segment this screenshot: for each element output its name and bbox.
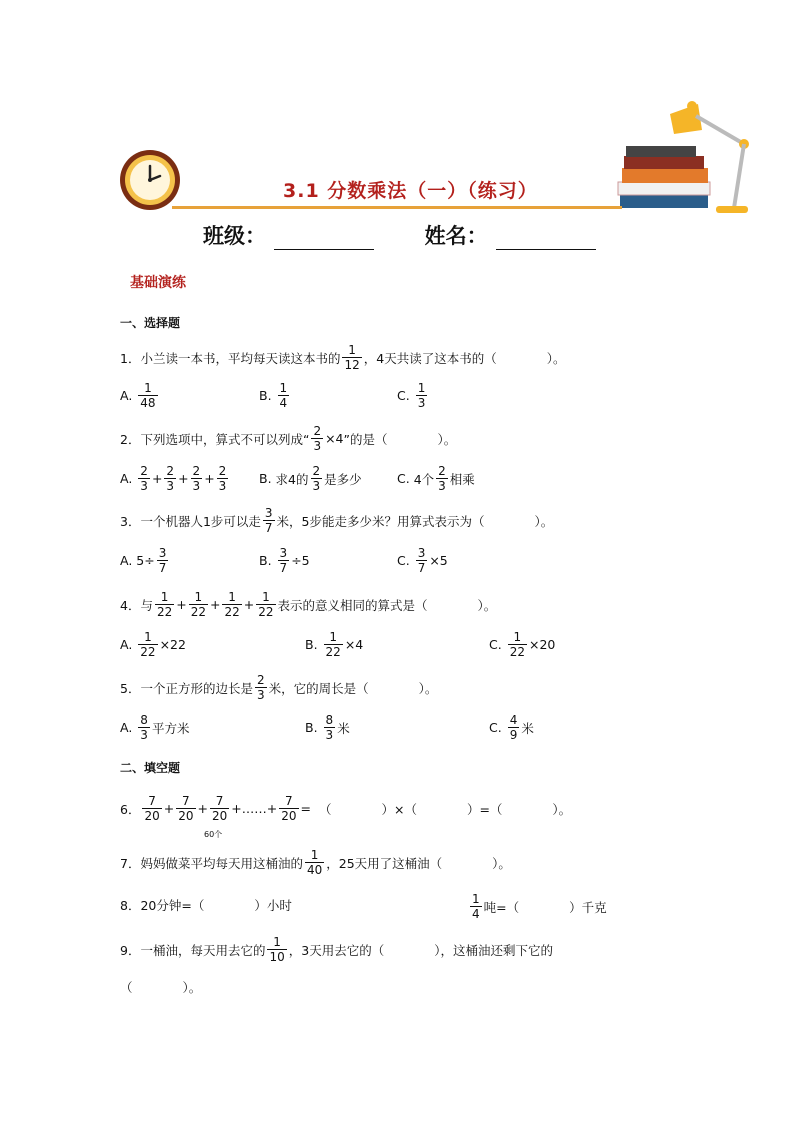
q5-fraction: $\frac{2}{3}$	[256, 673, 265, 702]
q2-text: 2．下列选项中，算式不可以列成“	[120, 431, 310, 447]
q3-text: 3．一个机器人1步可以走	[120, 513, 261, 529]
question-1	[120, 343, 565, 372]
q6-count-note: 60个	[204, 830, 223, 839]
q7-answer-blank[interactable]: ，25天用了这桶油（ ）。	[326, 855, 511, 871]
name-label: 姓名：	[424, 224, 488, 248]
q1-text: 1．小兰读一本书，平均每天读这本书的	[120, 350, 341, 366]
question-8	[120, 896, 292, 914]
q9-answer-blank[interactable]: ，3天用去它的（ ），这桶油还剩下它的	[288, 942, 553, 958]
books-and-lamp-illustration	[612, 96, 758, 220]
q2-text-end: ”的是（ ）。	[343, 431, 457, 447]
question-3	[120, 506, 553, 535]
question-8-right[interactable]: $\frac{1}{4}$ 吨=（ ）千克	[472, 892, 607, 921]
q3-option-a[interactable]: A. 5÷ $\frac{3}{7}$	[120, 546, 167, 575]
q6-answer-blanks[interactable]: （ ）×（ ）=（ ）。	[318, 801, 572, 817]
q5-text-end: 米，它的周长是（ ）。	[268, 680, 438, 696]
q5-text: 5．一个正方形的边长是	[120, 680, 253, 696]
question-7: 7．妈妈做菜平均每天用这桶油的 $\frac{1}{40}$ ，25天用了这桶油（ ）。	[120, 848, 511, 877]
question-9: 9．一桶油，每天用去它的 $\frac{1}{10}$ ，3天用去它的（ ），这桶油还剩下它的	[120, 935, 553, 964]
title-underline	[172, 206, 622, 209]
q1-text-end: ，4天共读了这本书的（ ）。	[363, 350, 566, 366]
q5-option-a[interactable]: A. $\frac{8}{3}$ 平方米	[120, 713, 190, 742]
part-heading-fill: 二、填空题	[120, 761, 181, 775]
q3-text-end: 米，5步能走多少米？用算式表示为（ ）。	[276, 513, 554, 529]
question-9-line2[interactable]: （ ）。	[120, 980, 202, 995]
student-info	[203, 220, 596, 250]
question-5	[120, 673, 437, 702]
q5-option-b[interactable]: B. $\frac{8}{3}$ 米	[305, 713, 350, 742]
q2-option-a[interactable]: A. $\frac{2}{3}$ + $\frac{2}{3}$ + $\frac{2}{3}$ + $\frac{2}{3}$	[120, 464, 227, 493]
section-title: 基础演练	[130, 275, 186, 291]
name-blank[interactable]	[496, 231, 596, 250]
q4-option-b[interactable]: B. $\frac{1}{22}$ ×4	[305, 630, 364, 659]
question-6: 6． $\frac{7}{20}$ + $\frac{7}{20}$ + $\frac{7}{20}$ +……+ $\frac{7}{20}$ = （ ）×（ ）=（ ）。	[120, 794, 572, 823]
q1-option-c[interactable]: C. $\frac{1}{3}$	[397, 381, 426, 410]
q3-option-c[interactable]: C. $\frac{3}{7}$ ×5	[397, 546, 448, 575]
class-label: 班级：	[203, 224, 266, 248]
q2-option-b[interactable]: B. 求4的 $\frac{2}{3}$ 是多少	[259, 464, 362, 493]
q2-option-c[interactable]: C. 4个 $\frac{2}{3}$ 相乘	[397, 464, 475, 493]
q1-fraction: $\frac{1}{12}$	[344, 343, 360, 372]
q4-option-a[interactable]: A. $\frac{1}{22}$ ×22	[120, 630, 186, 659]
class-blank[interactable]	[274, 231, 374, 250]
question-4: 4．与 $\frac{1}{22}$ + $\frac{1}{22}$ + $\frac{1}{22}$ + $\frac{1}{22}$ 表示的意义相同的算式是（ ）。	[120, 590, 497, 619]
q4-option-c[interactable]: C. $\frac{1}{22}$ ×20	[489, 630, 556, 659]
q3-option-b[interactable]: B. $\frac{3}{7}$ ÷5	[259, 546, 310, 575]
question-2: 2．下列选项中，算式不可以列成“ $\frac{2}{3}$ ×4 ”的是（ ）。	[120, 424, 457, 453]
q1-option-a[interactable]: A. $\frac{1}{48}$	[120, 381, 156, 410]
q4-text: 4．与	[120, 597, 153, 613]
clock-icon	[118, 148, 182, 212]
part-heading-choice: 一、选择题	[120, 316, 181, 330]
q3-fraction: $\frac{3}{7}$	[264, 506, 273, 535]
q8-left-blank[interactable]: 8．20分钟=（ ）小时	[120, 898, 292, 913]
q1-option-b[interactable]: B. $\frac{1}{4}$	[259, 381, 288, 410]
q2-fraction: $\frac{2}{3}$	[313, 424, 322, 453]
q4-text-end: 表示的意义相同的算式是（ ）。	[277, 597, 497, 613]
q5-option-c[interactable]: C. $\frac{4}{9}$ 米	[489, 713, 534, 742]
page-title: 3.1 分数乘法（一）（练习）	[283, 180, 538, 202]
